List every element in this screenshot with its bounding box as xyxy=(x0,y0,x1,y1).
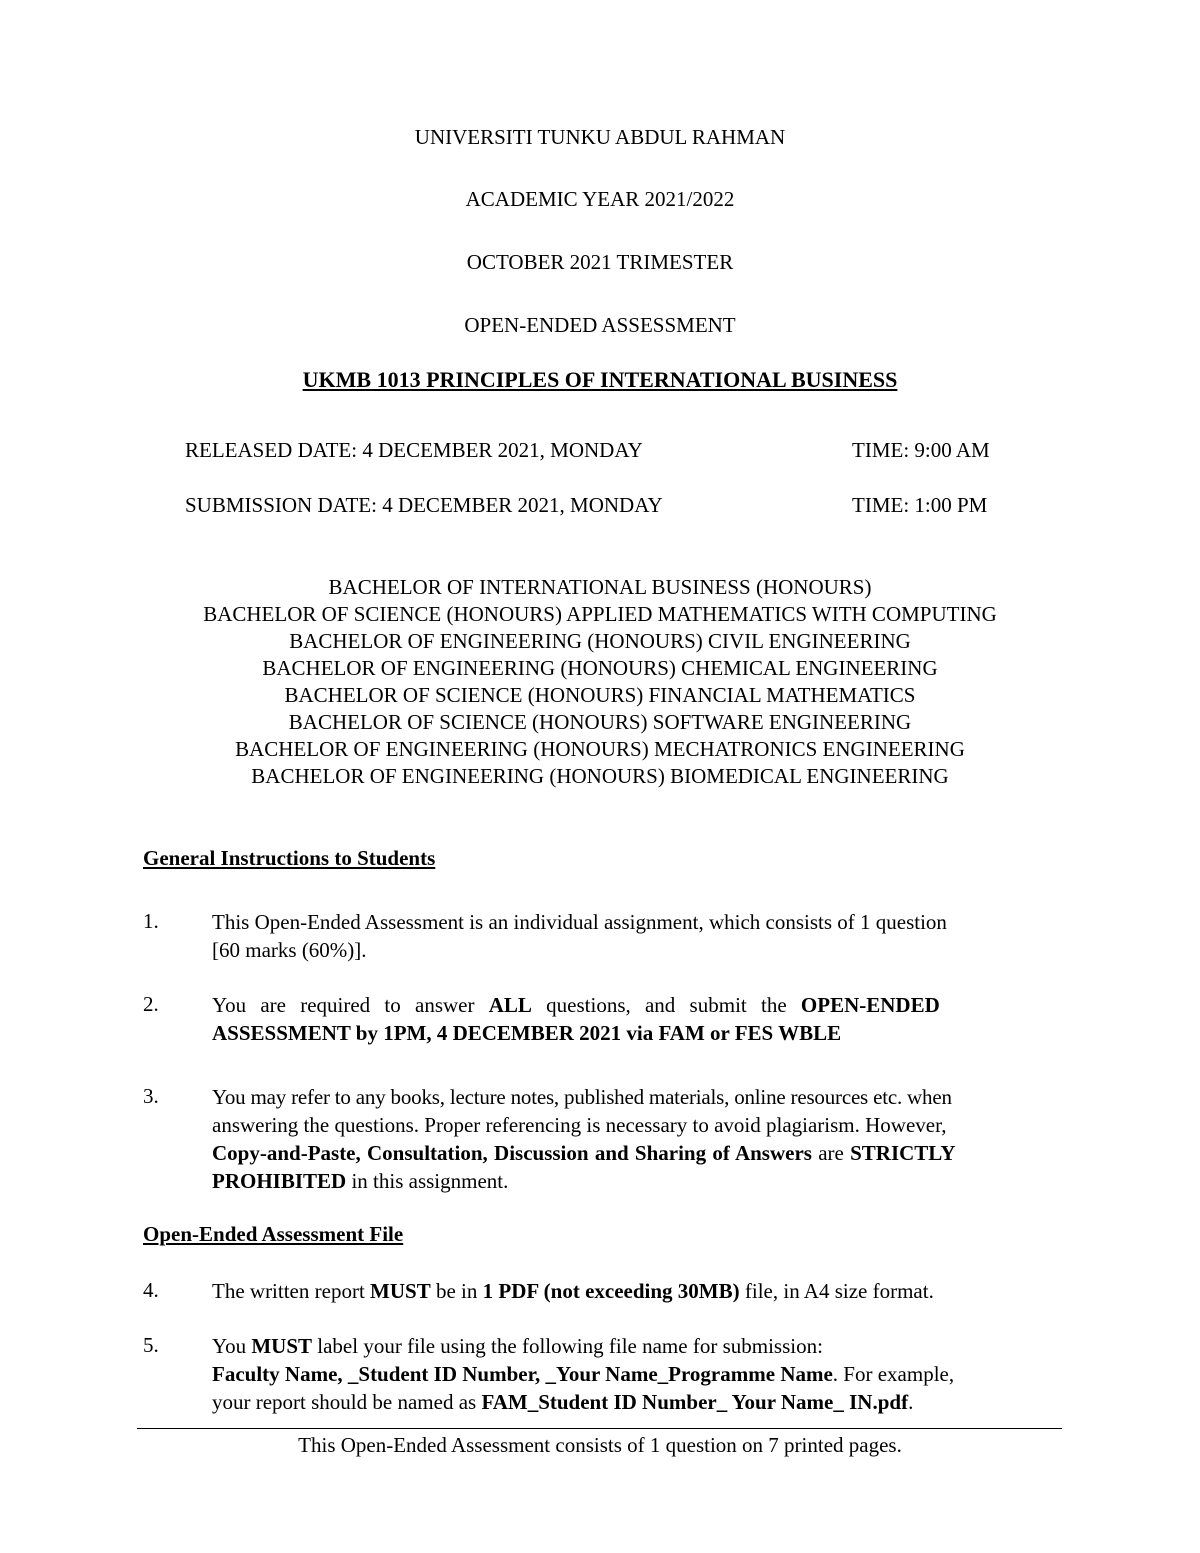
item-bold: Faculty Name, _Student ID Number, _Your Name_Programme Name xyxy=(212,1362,833,1386)
item-text-line xyxy=(212,1277,1056,1305)
item-text-line xyxy=(212,991,1056,1019)
item-bold: FAM_Student ID Number_ Your Name_ IN.pdf xyxy=(481,1390,909,1414)
submission-date-row xyxy=(0,492,1200,520)
item-number: 4. xyxy=(143,1278,159,1302)
academic-year: ACADEMIC YEAR 2021/2022 xyxy=(465,187,735,211)
item-bold: ASSESSMENT by 1PM, 4 DECEMBER 2021 via FAM or FES WBLE xyxy=(212,1021,842,1045)
item-bold: MUST xyxy=(370,1279,431,1303)
programme-item: BACHELOR OF SCIENCE (HONOURS) FINANCIAL MATHEMATICS xyxy=(284,683,916,707)
submission-time: TIME: 1:00 PM xyxy=(852,493,988,517)
item-number: 1. xyxy=(143,909,159,933)
item-text-line xyxy=(212,1167,1056,1195)
item-text: be in xyxy=(430,1279,483,1303)
item-number: 2. xyxy=(143,992,159,1016)
item-bold: MUST xyxy=(251,1334,313,1358)
released-time: TIME: 9:00 AM xyxy=(852,438,990,462)
programme-list xyxy=(0,574,1200,790)
item-bold: 1 PDF (not exceeding 30MB) xyxy=(482,1279,740,1303)
programme-item: BACHELOR OF ENGINEERING (HONOURS) MECHATRONICS ENGINEERING xyxy=(235,737,965,761)
item-text-line xyxy=(212,1360,1056,1388)
item-text: You are required to answer xyxy=(212,993,489,1017)
item-text-line xyxy=(212,1332,1056,1360)
item-bold: PROHIBITED xyxy=(212,1169,347,1193)
programme-item: BACHELOR OF ENGINEERING (HONOURS) BIOMEDICAL ENGINEERING xyxy=(251,764,949,788)
item-number: 5. xyxy=(143,1333,159,1357)
item-text-line xyxy=(212,1388,1056,1416)
programme-item: BACHELOR OF INTERNATIONAL BUSINESS (HONOURS) xyxy=(328,575,872,599)
item-text: file, in A4 size format. xyxy=(739,1279,934,1303)
university-name: UNIVERSITI TUNKU ABDUL RAHMAN xyxy=(414,125,786,149)
item-text: are xyxy=(811,1141,851,1165)
assessment-type: OPEN-ENDED ASSESSMENT xyxy=(464,313,736,337)
item-text: You xyxy=(212,1334,252,1358)
item-bold: OPEN-ENDED xyxy=(800,993,940,1017)
item-text: your report should be named as xyxy=(212,1390,482,1414)
item-text-line: This Open-Ended Assessment is an individual assignment, which consists of 1 question xyxy=(212,910,947,934)
file-section-heading: Open-Ended Assessment File xyxy=(143,1222,404,1246)
item-text-line: [60 marks (60%)]. xyxy=(212,938,367,962)
item-text: label your file using the following file name for submission: xyxy=(312,1334,823,1358)
item-text-line xyxy=(212,1139,1056,1167)
released-date: RELEASED DATE: 4 DECEMBER 2021, MONDAY xyxy=(185,438,643,462)
programme-item: BACHELOR OF ENGINEERING (HONOURS) CHEMICAL ENGINEERING xyxy=(262,656,938,680)
released-date-row xyxy=(0,437,1200,465)
submission-date: SUBMISSION DATE: 4 DECEMBER 2021, MONDAY xyxy=(185,493,663,517)
general-instructions-heading: General Instructions to Students xyxy=(143,846,436,870)
item-text-line: You may refer to any books, lecture notes, published materials, online resources etc. when xyxy=(212,1085,952,1109)
item-bold: Copy-and-Paste, Consultation, Discussion and Sharing of Answers xyxy=(212,1141,812,1165)
programme-item: BACHELOR OF ENGINEERING (HONOURS) CIVIL ENGINEERING xyxy=(289,629,911,653)
course-title: UKMB 1013 PRINCIPLES OF INTERNATIONAL BUSINESS xyxy=(302,367,898,392)
item-bold: STRICTLY xyxy=(850,1141,956,1165)
item-number: 3. xyxy=(143,1084,159,1108)
item-text: questions, and submit the xyxy=(531,993,801,1017)
trimester: OCTOBER 2021 TRIMESTER xyxy=(466,250,734,274)
item-text: The written report xyxy=(212,1279,371,1303)
item-text: in this assignment. xyxy=(346,1169,509,1193)
item-text: . For example, xyxy=(832,1362,955,1386)
item-text-line xyxy=(212,1019,1056,1047)
item-text: . xyxy=(908,1390,914,1414)
programme-item: BACHELOR OF SCIENCE (HONOURS) SOFTWARE ENGINEERING xyxy=(288,710,912,734)
footer-divider xyxy=(137,1428,1062,1429)
programme-item: BACHELOR OF SCIENCE (HONOURS) APPLIED MATHEMATICS WITH COMPUTING xyxy=(203,602,997,626)
item-bold: ALL xyxy=(488,993,532,1017)
page-footer: This Open-Ended Assessment consists of 1 question on 7 printed pages. xyxy=(298,1433,902,1457)
item-text-line: answering the questions. Proper referencing is necessary to avoid plagiarism. However, xyxy=(212,1113,947,1137)
